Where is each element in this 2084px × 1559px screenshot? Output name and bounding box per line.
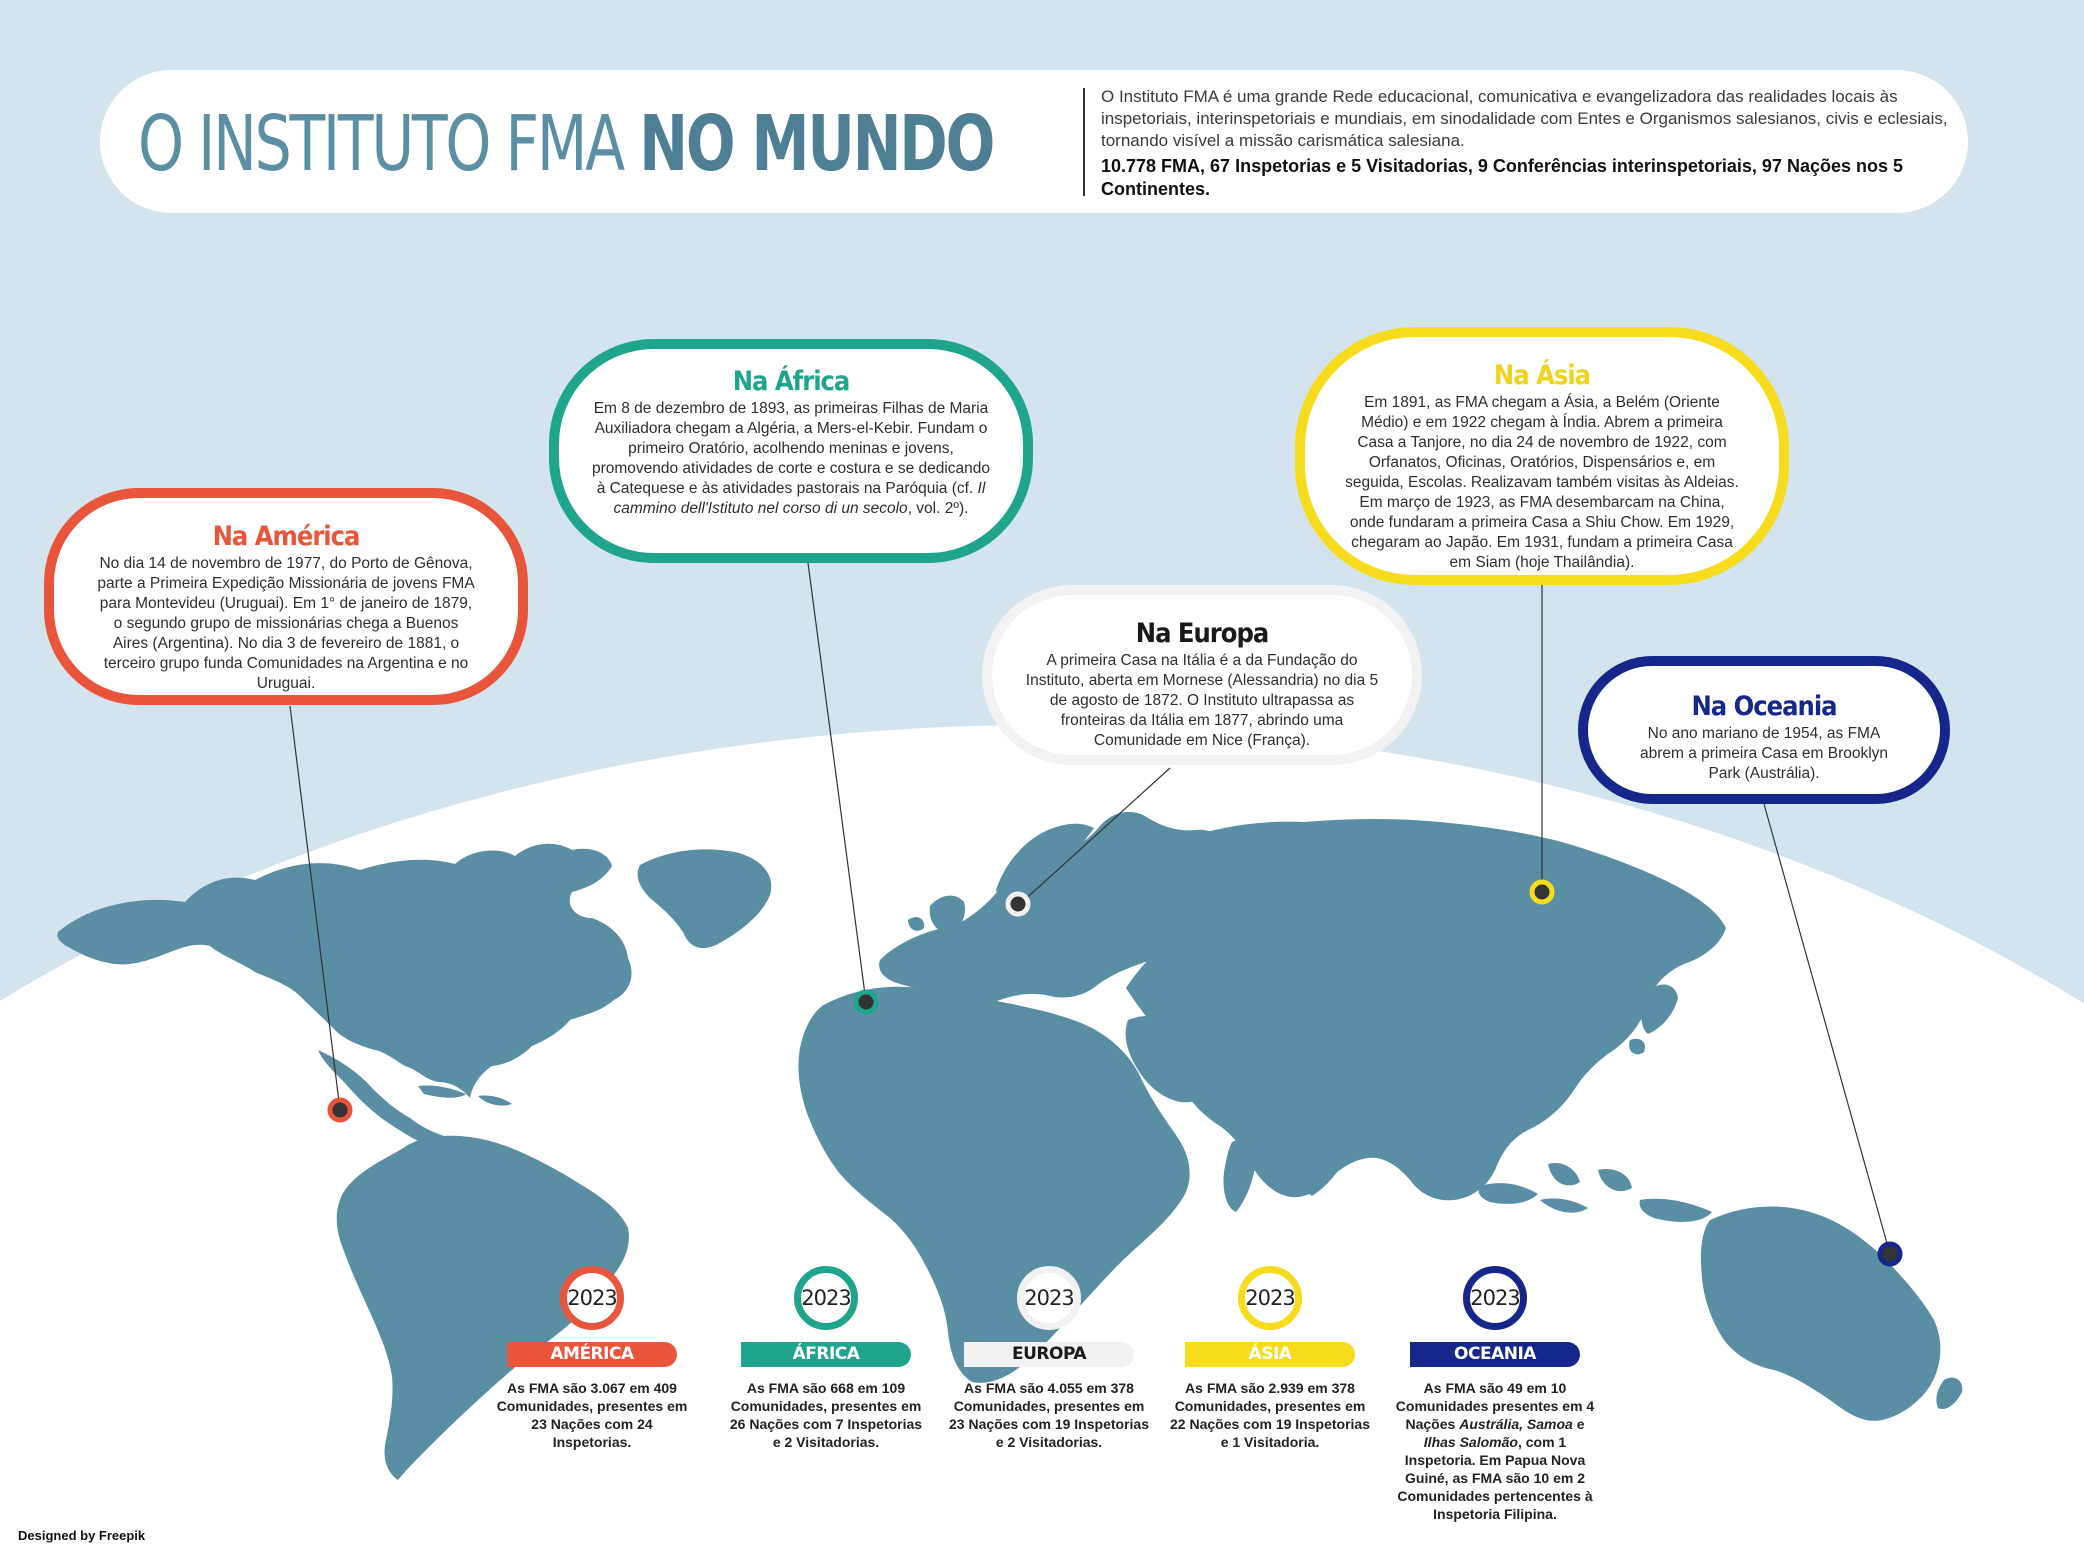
callout-europe — [982, 585, 1422, 765]
stat-asia-label: ÁSIA — [1185, 1342, 1355, 1367]
callout-asia-title: Na Ásia — [1493, 360, 1591, 391]
stat-africa-text: As FMA são 668 em 109 Comunidades, presentes em 26 Nações com 7 Inspetorias e 2 Visitadorias. — [729, 1380, 923, 1450]
stat-america-label: AMÉRICA — [507, 1342, 677, 1367]
oceania-location-marker — [1880, 1244, 1900, 1264]
stat-oceania-text-part1: As FMA são 49 em 10 Comunidades presentes em 4 Nações — [1395, 1380, 1595, 1432]
new-zealand-islands — [1936, 1378, 1962, 1409]
africa-location-marker — [856, 992, 876, 1012]
stat-oceania-label: OCEANIA — [1410, 1342, 1580, 1367]
madagascar-landmass — [1224, 1140, 1257, 1212]
america-location-marker — [330, 1100, 350, 1120]
callout-africa-body-part1: Em 8 de dezembro de 1893, as primeiras Filhas de Maria Auxiliadora chegam a Algéria, a Mers-el-Kebir. Fundam o primeiro Oratório, acolhendo meninas e jovens, promovendo atividades de corte e costura e se dedicando à Catequese e às atividades pastorais na Paróquia (cf. — [591, 400, 991, 497]
callout-africa — [549, 339, 1033, 563]
stat-asia-text: As FMA são 2.939 em 378 Comunidades, presentes em 22 Nações com 19 Inspetorias e 1 Visitadoria. — [1170, 1380, 1370, 1450]
oceania-leader-line — [1764, 804, 1890, 1254]
callout-oceania-body: No ano mariano de 1954, as FMA abrem a primeira Casa em Brooklyn Park (Austrália). — [1639, 725, 1889, 782]
stat-oceania-nations-italic-2: Ilhas Salomão — [1423, 1434, 1518, 1450]
callout-africa-book-title: Il cammino dell'Istituto nel corso di un secolo — [613, 480, 986, 517]
stat-oceania-text-part2: e — [1572, 1416, 1585, 1432]
page-title — [138, 92, 994, 197]
greenland-landmass — [638, 849, 772, 948]
asia-location-marker — [1532, 882, 1552, 902]
stat-asia-year: 2023 — [1238, 1266, 1302, 1330]
title-light: O INSTITUTO FMA — [138, 100, 640, 189]
australia-landmass — [1701, 1206, 1940, 1420]
stat-oceania — [1395, 1262, 1595, 1523]
callout-america — [44, 488, 528, 705]
callout-africa-body — [591, 399, 991, 519]
stat-oceania-text — [1395, 1379, 1595, 1523]
callout-oceania-title: Na Oceania — [1691, 691, 1837, 722]
design-credit: Designed by Freepik — [18, 1528, 146, 1543]
stat-oceania-nations-italic-1: Austrália, Samoa — [1459, 1416, 1573, 1432]
north-america-landmass — [57, 844, 631, 1098]
stat-africa-year: 2023 — [794, 1266, 858, 1330]
stat-oceania-text-part3: , com 1 Inspetoria. Em Papua Nova Guiné, as FMA são 10 em 2 Comunidades pertencentes à Inspetoria Filipina. — [1397, 1434, 1593, 1522]
stat-america-year: 2023 — [560, 1266, 624, 1330]
stat-europe-text: As FMA são 4.055 em 378 Comunidades, presentes em 23 Nações com 19 Inspetorias e 2 Visitadorias. — [949, 1380, 1149, 1450]
callout-africa-title: Na África — [732, 366, 850, 397]
stat-america — [492, 1262, 692, 1451]
header-divider — [1083, 88, 1085, 196]
stat-asia — [1170, 1262, 1370, 1451]
callout-europe-title: Na Europa — [1135, 618, 1269, 649]
header-stats: 10.778 FMA, 67 Inspetorias e 5 Visitadorias, 9 Conferências interinspetoriais, 97 Nações nos 5 Continentes. — [1101, 156, 1904, 199]
title-bold: NO MUNDO — [639, 100, 994, 189]
callout-asia — [1295, 327, 1789, 585]
africa-leader-line — [808, 563, 866, 1002]
stat-oceania-year: 2023 — [1463, 1266, 1527, 1330]
southeast-asia-islands — [1478, 1163, 1712, 1222]
stat-america-text: As FMA são 3.067 em 409 Comunidades, presentes em 23 Nações com 24 Inspetorias. — [496, 1380, 688, 1450]
callout-africa-body-part2: , vol. 2º). — [907, 500, 969, 517]
callout-oceania — [1578, 656, 1950, 804]
stat-europe-year: 2023 — [1017, 1266, 1081, 1330]
stat-africa — [726, 1262, 926, 1451]
asia-landmass — [1126, 819, 1726, 1200]
callout-asia-body: Em 1891, as FMA chegam a Ásia, a Belém (Oriente Médio) e em 1922 chegam à Índia. Abrem a primeira Casa a Tanjore, no dia 24 de novembro de 1922, com Orfanatos, Oficinas, Oratórios, Dispensários e, em seguida, Escolas. Realizavam também visitas às Aldeias. Em março de 1923, as FMA desembarcam na China, onde fundaram a primeira Casa a Shiu Chow. Em 1929, chegaram ao Japão. Em 1931, fundam a primeira Casa em Siam (hoje Thailândia). — [1345, 394, 1739, 571]
callout-europe-body: A primeira Casa na Itália é a da Fundação do Instituto, aberta em Mornese (Alessandria) no dia 5 de agosto de 1872. O Instituto ultrapassa as fronteiras da Itália em 1877, abrindo uma Comunidade em Nice (França). — [1025, 652, 1379, 749]
callout-america-body: No dia 14 de novembro de 1977, do Porto de Gênova, parte a Primeira Expedição Missionária de jovens FMA para Montevideu (Uruguai). Em 1° de janeiro de 1879, o segundo grupo de missionárias chega a Buenos Aires (Argentina). No dia 3 de fevereiro de 1881, o terceiro grupo funda Comunidades na Argentina e no Uruguai. — [97, 555, 475, 692]
callout-america-title: Na América — [212, 521, 360, 552]
europe-location-marker — [1008, 894, 1028, 914]
uk-islands — [908, 896, 965, 934]
stat-africa-label: ÁFRICA — [741, 1342, 911, 1367]
header-description: O Instituto FMA é uma grande Rede educacional, comunicativa e evangelizadora das realidades locais às inspetoriais, interinspetoriais e mundiais, em sinodalidade com Entes e Organismos salesianos, civis e eclesiais, tornando visível a missão carismática salesiana. — [1101, 87, 1948, 150]
stat-europe — [949, 1262, 1149, 1451]
stat-europe-label: EUROPA — [964, 1342, 1134, 1367]
